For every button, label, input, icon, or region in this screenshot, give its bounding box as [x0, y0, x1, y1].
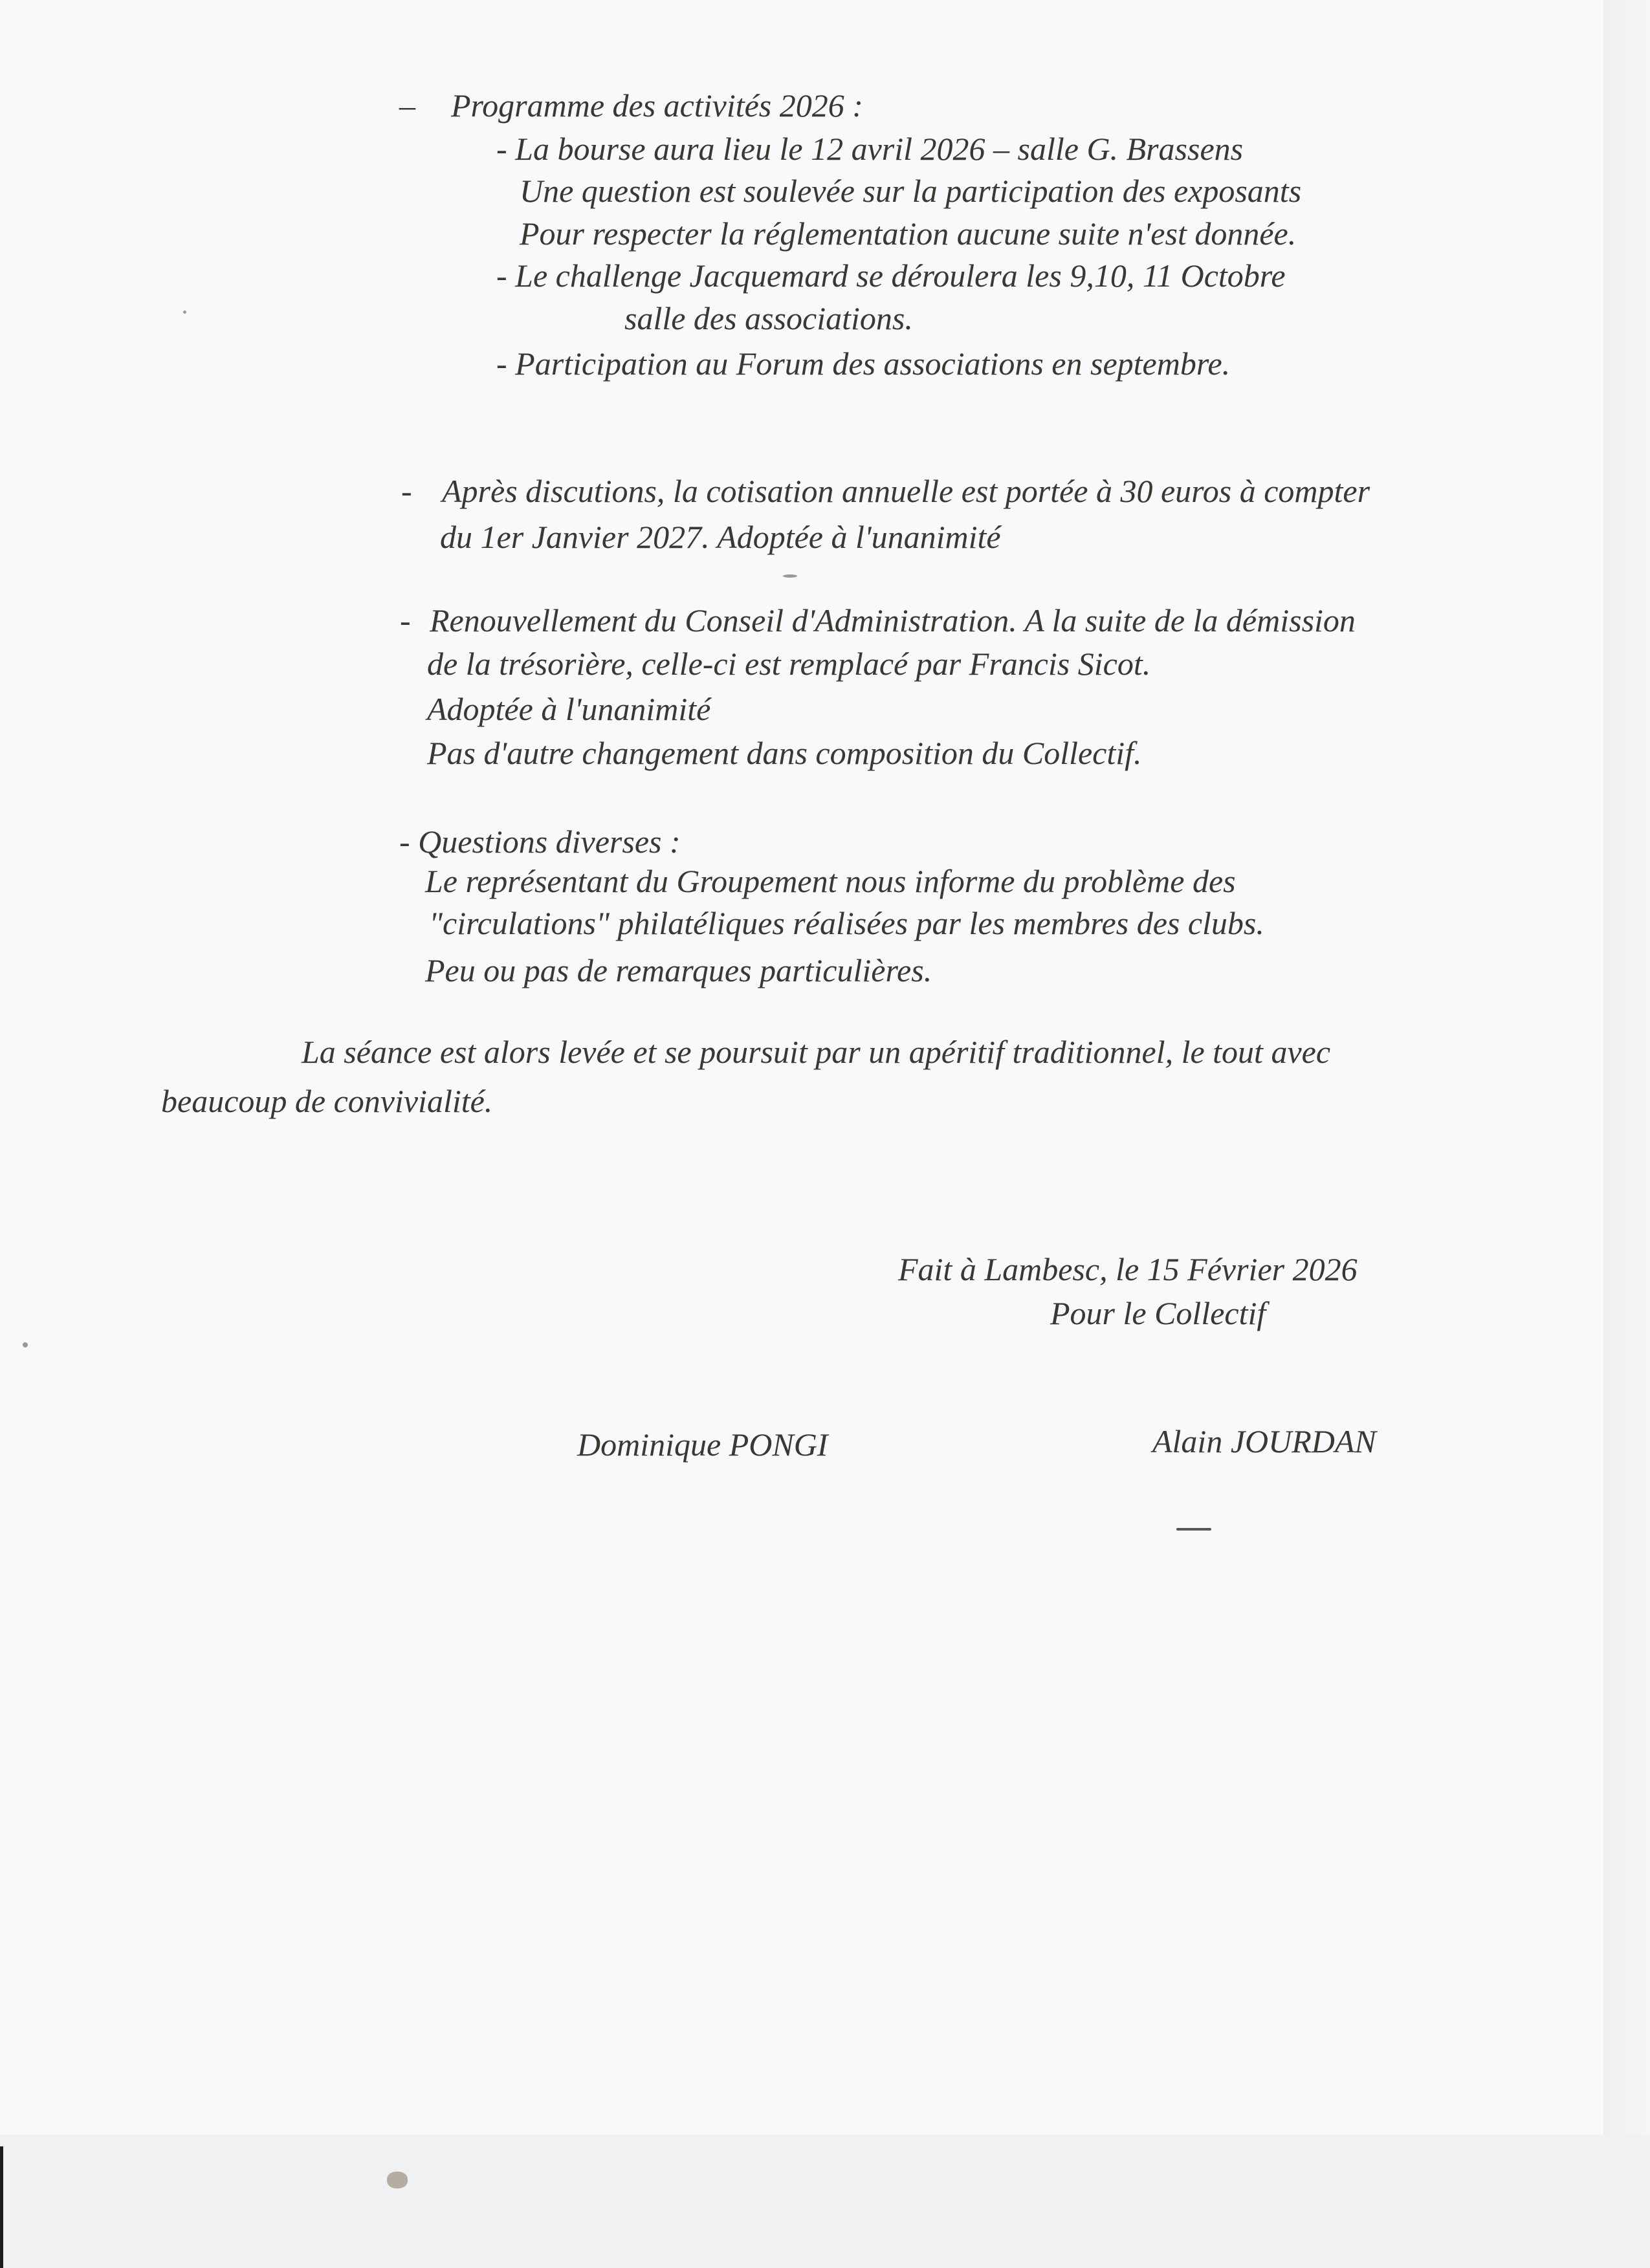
programme-item-question: Une question est soulevée sur la participation des exposants	[520, 173, 1302, 209]
programme-heading: Programme des activités 2026 :	[451, 87, 863, 124]
signature-right-name: Alain JOURDAN	[1152, 1423, 1376, 1459]
scan-edge-right	[1603, 0, 1650, 2135]
signoff-for: Pour le Collectif	[1050, 1295, 1266, 1331]
cotisation-line-1: Après discutions, la cotisation annuelle est portée à 30 euros à compter	[442, 473, 1370, 509]
renouvellement-line-1: Renouvellement du Conseil d'Administration. A la suite de la démission	[430, 602, 1356, 638]
scan-edge-mark	[0, 2146, 3, 2268]
closing-line-1: La séance est alors levée et se poursuit par un apéritif traditionnel, le tout avec	[302, 1034, 1331, 1070]
cotisation-bullet: -	[401, 473, 412, 509]
renouvellement-line-2: de la trésorière, celle-ci est remplacé par Francis Sicot.	[427, 646, 1151, 682]
questions-line-3: Peu ou pas de remarques particulières.	[425, 952, 932, 988]
scan-speck	[783, 574, 797, 578]
scan-speck	[23, 1342, 28, 1347]
questions-line-2: "circulations" philatéliques réalisées par les membres des clubs.	[429, 905, 1264, 941]
signature-left-name: Dominique PONGI	[577, 1426, 828, 1463]
programme-item-reglementation: Pour respecter la réglementation aucune suite n'est donnée.	[520, 215, 1297, 252]
scan-dash	[1176, 1528, 1211, 1531]
renouvellement-line-4: Pas d'autre changement dans composition du Collectif.	[427, 735, 1142, 771]
programme-item-salle: salle des associations.	[624, 300, 913, 336]
questions-heading: - Questions diverses :	[399, 823, 681, 860]
closing-line-2: beaucoup de convivialité.	[161, 1083, 493, 1119]
scan-edge-bottom	[0, 2135, 1650, 2268]
scan-blot	[387, 2172, 408, 2188]
signoff-place-date: Fait à Lambesc, le 15 Février 2026	[898, 1251, 1358, 1287]
programme-bullet: –	[399, 87, 415, 124]
programme-item-bourse: - La bourse aura lieu le 12 avril 2026 – salle G. Brassens	[496, 131, 1244, 167]
scan-speck	[183, 311, 186, 314]
renouvellement-line-3: Adoptée à l'unanimité	[427, 691, 711, 727]
cotisation-line-2: du 1er Janvier 2027. Adoptée à l'unanimité	[440, 519, 1001, 555]
programme-item-forum: - Participation au Forum des associations en septembre.	[496, 345, 1231, 382]
programme-item-challenge: - Le challenge Jacquemard se déroulera les 9,10, 11 Octobre	[496, 257, 1286, 294]
questions-line-1: Le représentant du Groupement nous informe du problème des	[425, 863, 1236, 899]
renouvellement-bullet: -	[400, 602, 411, 638]
